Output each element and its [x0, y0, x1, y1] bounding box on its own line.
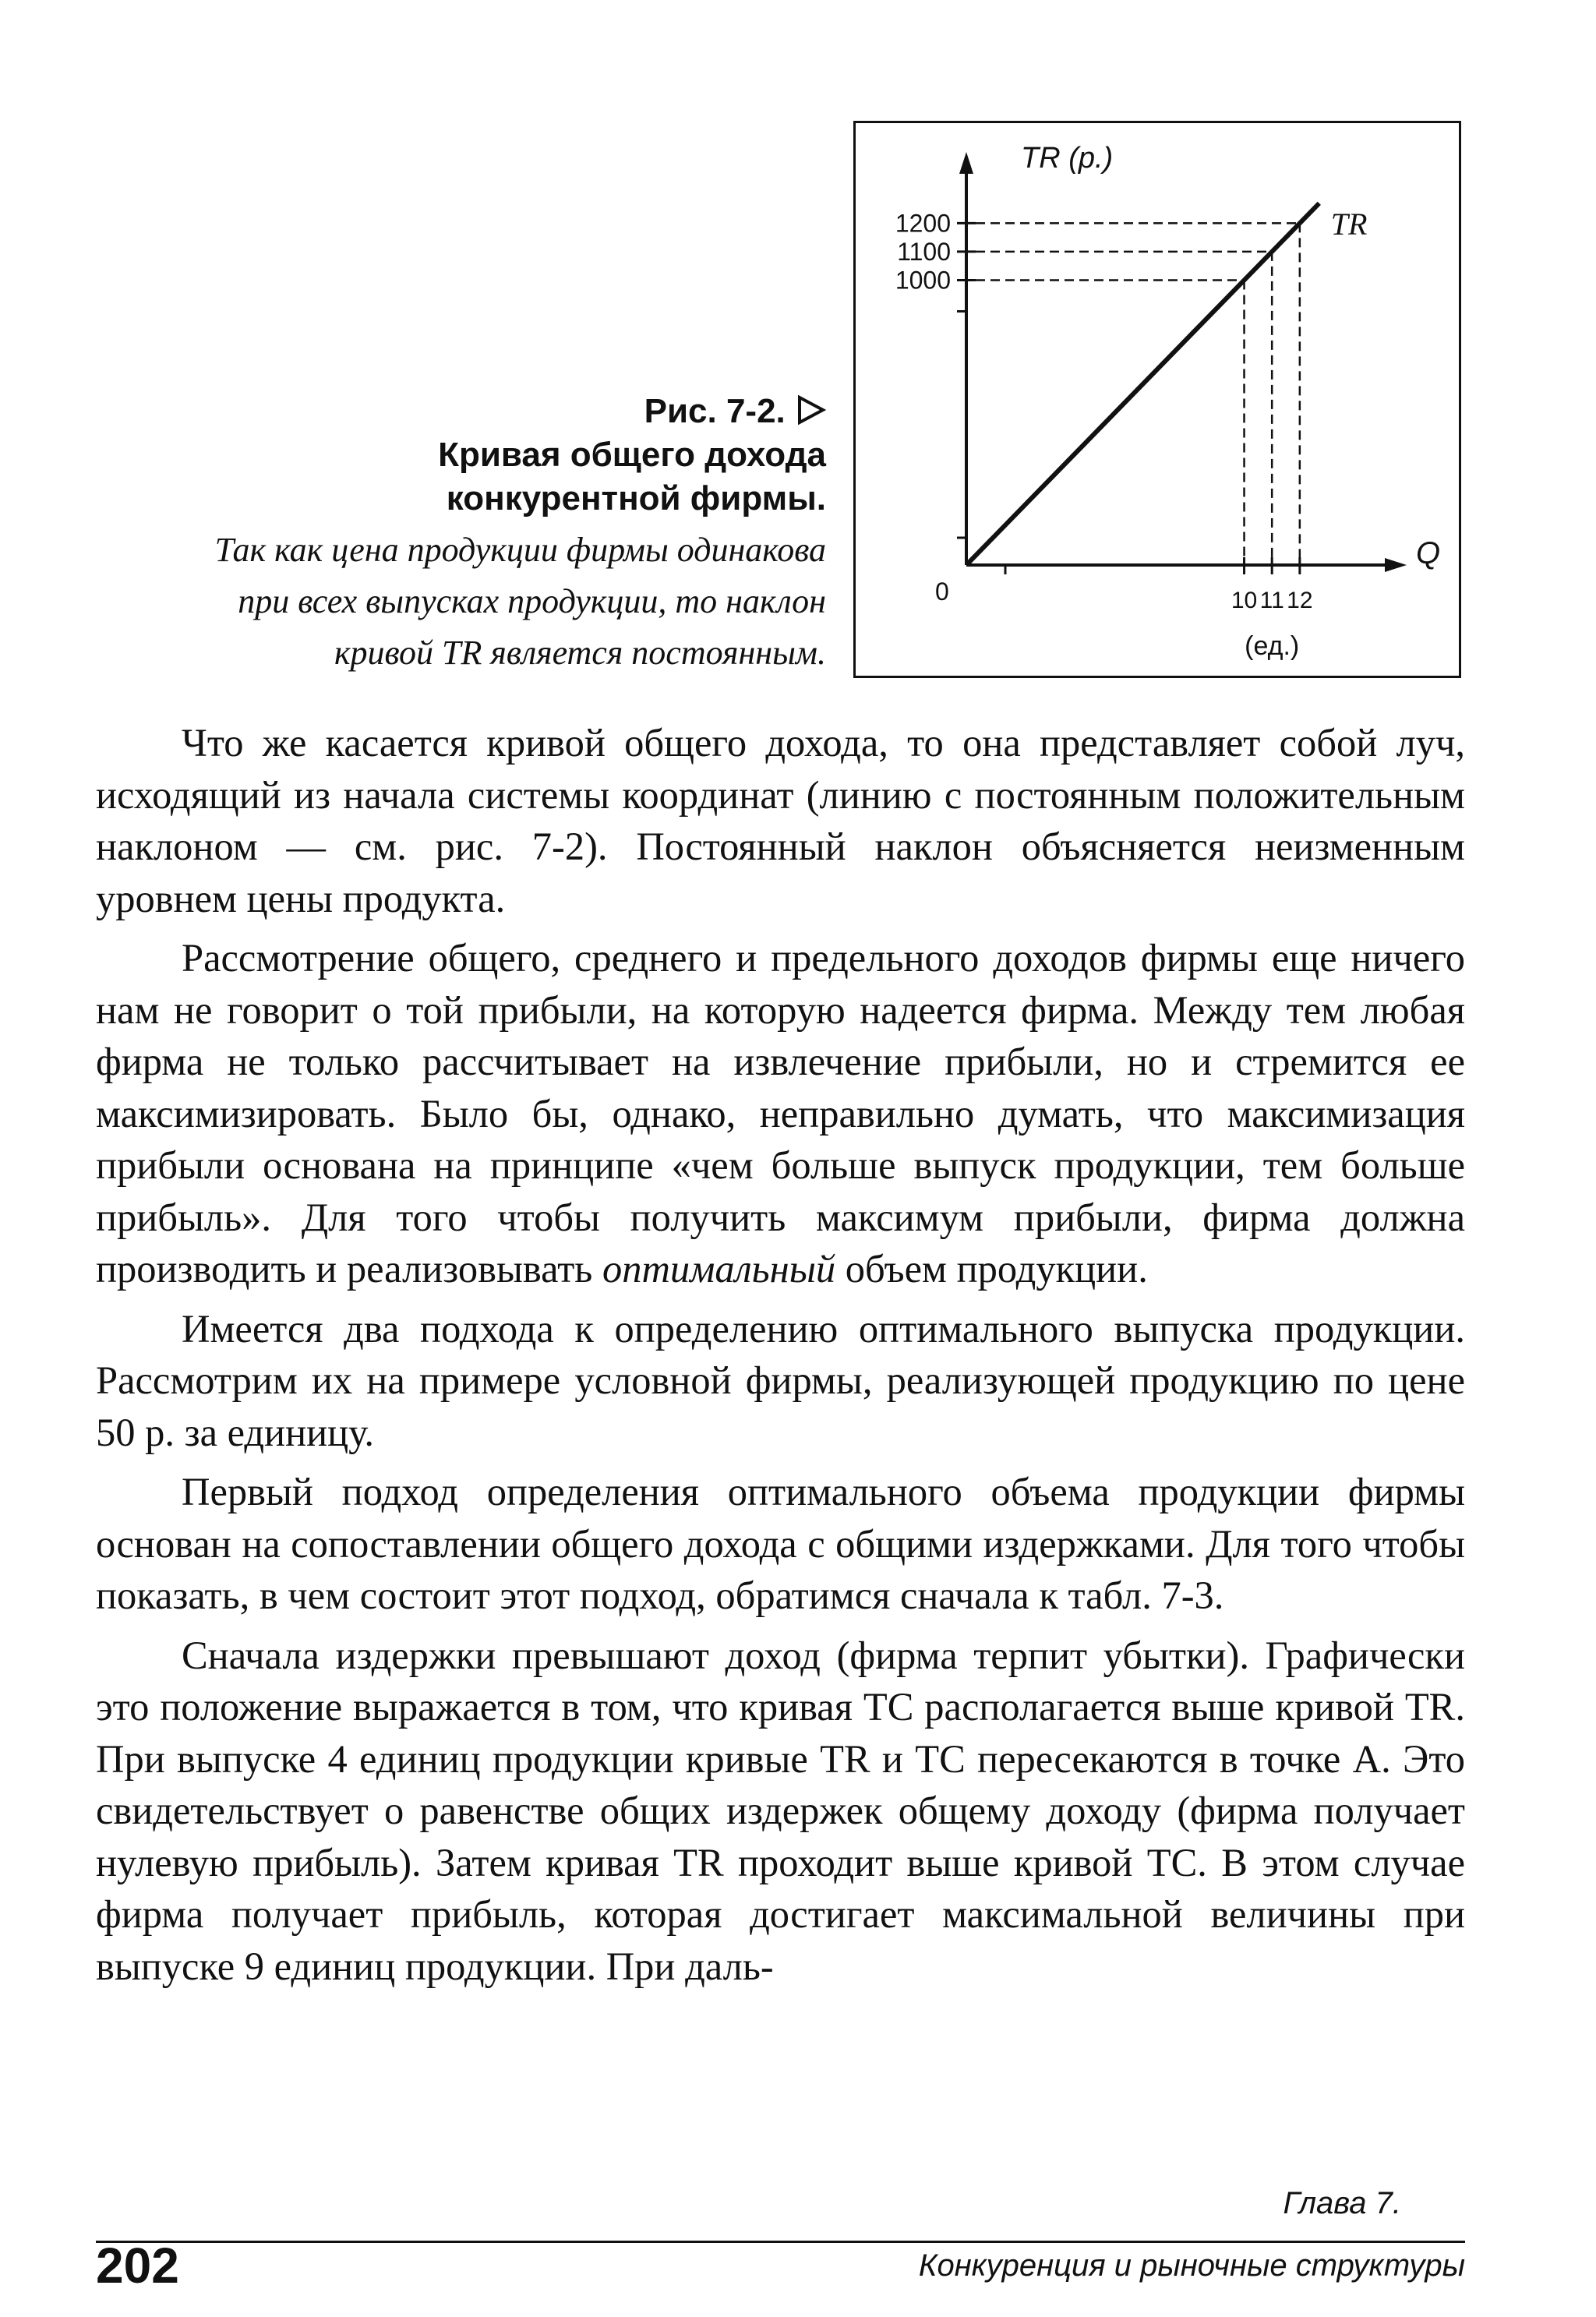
origin-label: 0	[935, 577, 949, 606]
tr-chart	[853, 121, 1461, 678]
y-axis-arrow-icon	[959, 152, 973, 174]
x-tick-label: 11	[1259, 588, 1284, 613]
paragraph-2	[96, 932, 1465, 1295]
x-axis-label: Q	[1416, 536, 1441, 570]
x-tick-label: 12	[1287, 588, 1313, 613]
paragraph-1: Что же касается кривой общего дохода, то она представляет собой луч, исходящий из начала системы координат (линию с постоянным положительным наклоном — см. рис. 7-2). Постоянный наклон объясняется неизменным уровнем цены продукта.	[96, 721, 1465, 920]
tr-series-label: TR	[1330, 206, 1368, 242]
figure-block	[0, 0, 1596, 686]
tr-line	[966, 203, 1319, 565]
figure-number-text: Рис. 7-2.	[644, 392, 786, 430]
paragraph-5: Сначала издержки превышают доход (фирма терпит убытки). Графически это положение выражается в том, что кривая TC располагается выше кривой TR. При выпуске 4 единиц продукции кривые TR и TC пересекаются в точке A. Это свидетельствует о равенстве общих издержек общему доходу (фирма получает нулевую прибыль). Затем кривая TR проходит выше кривой TC. В этом случае фирма получает прибыль, которая достигает максимальной величины при выпуске 9 единиц продукции. При даль-	[96, 1633, 1465, 1988]
page-footer	[0, 2182, 1596, 2317]
footer-rule	[96, 2241, 1465, 2243]
figure-desc-line2: при всех выпусках продукции, то наклон	[238, 582, 826, 620]
x-unit-label: (ед.)	[1245, 631, 1300, 661]
footer-section: Конкуренция и рыночные структуры	[918, 2248, 1465, 2283]
y-tick-label: 1000	[895, 266, 951, 295]
x-tick-label: 10	[1231, 588, 1258, 613]
figure-caption	[78, 390, 826, 675]
paragraph-3: Имеется два подхода к определению оптимального выпуска продукции. Рассмотрим их на примере условной фирмы, реализующей продукцию по цене 50 р. за единицу.	[96, 1306, 1465, 1454]
x-axis-arrow-icon	[1385, 558, 1407, 572]
figure-desc-line1: Так как цена продукции фирмы одинакова	[214, 531, 826, 569]
triangle-right-icon	[795, 394, 826, 426]
paragraph-2-emphasis: оптимальный	[602, 1247, 836, 1291]
figure-desc-line3: кривой TR является постоянным.	[334, 634, 826, 672]
figure-title-line1: Кривая общего дохода	[438, 436, 826, 474]
figure-number	[78, 390, 826, 433]
figure-title-line2: конкурентной фирмы.	[446, 479, 826, 517]
body-text	[96, 717, 1465, 2000]
page-number: 202	[96, 2238, 179, 2294]
y-tick-label: 1100	[897, 237, 951, 266]
footer-chapter: Глава 7.	[1283, 2186, 1401, 2220]
paragraph-2-part1: Рассмотрение общего, среднего и предельного доходов фирмы еще ничего нам не говорит о той прибыли, на которую надеется фирма. Между тем любая фирма не только рассчитывает на извлечение прибыли, но и стремится ее максимизировать. Было бы, однако, неправильно думать, что максимизация прибыли основана на принципе «чем больше выпуск продукции, тем больше прибыль». Для того чтобы получить максимум прибыли, фирма должна производить и реализовывать	[96, 936, 1465, 1291]
y-axis-label: TR (р.)	[1021, 142, 1114, 175]
paragraph-4: Первый подход определения оптимального объема продукции фирмы основан на сопоставлении общего дохода с общими издержками. Для того чтобы показать, в чем состоит этот подход, обратимся сначала к табл. 7-3.	[96, 1470, 1465, 1617]
y-tick-label: 1200	[895, 209, 951, 238]
paragraph-2-part2: объем продукции.	[845, 1247, 1148, 1291]
